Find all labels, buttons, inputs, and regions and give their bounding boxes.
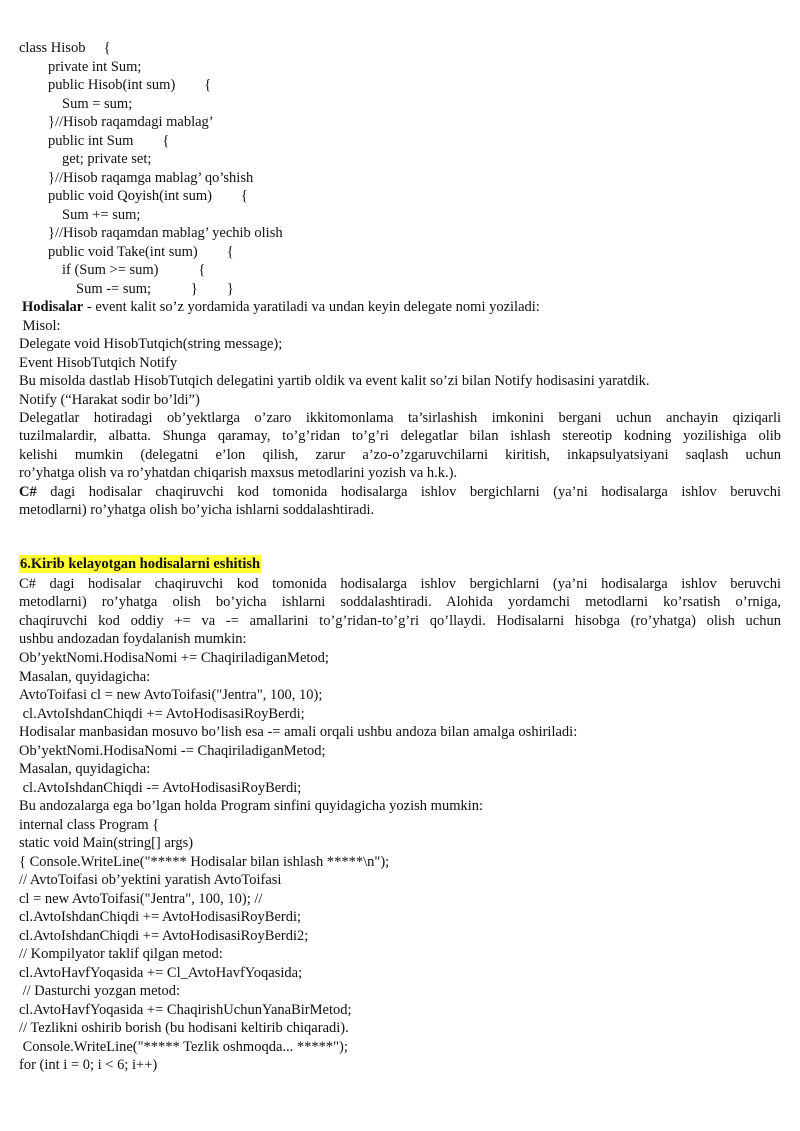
csharp-paragraph [19,483,781,520]
paragraph-line: metodlarni) ro’yhatga olish bo’yicha ishlarni soddalashtiradi. Alohida yordamchi metodlarni ko’rsatish o’rniga, [19,594,781,611]
code-line: cl.AvtoIshdanChiqdi += AvtoHodisasiRoyBerdi; [19,706,305,722]
code-line: }//Hisob raqamga mablag’ qo’shish [48,170,254,186]
code-line: // Kompilyator taklif qilgan metod: [19,946,223,962]
paragraph-line: kelishi mumkin (delegatni e’lon qilish, zarur a’zo-o’zgaruvchilarni kiritish, inkapsulyatsiyani saqlash uchun [19,446,781,463]
code-line: }//Hisob raqamdagi mablag’ [48,114,214,130]
code-line: cl = new AvtoToifasi("Jentra", 100, 10); // [19,891,263,907]
code-line: get; private set; [62,151,152,167]
definition-text: - event kalit so’z yordamida yaratiladi va undan keyin delegate nomi yoziladi: [83,299,540,315]
code-line: AvtoToifasi cl = new AvtoToifasi("Jentra", 100, 10); [19,687,323,703]
paragraph-line: ushbu andozadan foydalanish mumkin: [19,631,247,648]
text-line: Bu andozalarga ega bo’lgan holda Program sinfini quyidagicha yozish mumkin: [19,798,484,814]
csharp-paragraph-2 [19,575,781,649]
code-line: cl.AvtoIshdanChiqdi += AvtoHodisasiRoyBerdi; [19,909,302,925]
delegatlar-paragraph [19,409,781,483]
code-line: for (int i = 0; i < 6; i++) [19,1057,158,1073]
paragraph-line: metodlarni) ro’yhatga olish bo’yicha ishlarni soddalashtiradi. [19,502,375,519]
code-line: cl.AvtoIshdanChiqdi -= AvtoHodisasiRoyBerdi; [19,780,302,796]
code-line: Masalan, quyidagicha: [19,761,151,777]
code-line: { Console.WriteLine("***** Hodisalar bilan ishlash *****\n"); [19,854,390,870]
code-line: public Hisob(int sum) { [48,77,212,93]
code-line: }//Hisob raqamdan mablag’ yechib olish [48,225,283,241]
code-line: cl.AvtoHavfYoqasida += ChaqirishUchunYanaBirMetod; [19,1002,352,1018]
code-line: Sum = sum; [62,96,133,112]
code-line: cl.AvtoHavfYoqasida += Cl_AvtoHavfYoqasida; [19,965,303,981]
code-line: public void Take(int sum) { [48,244,234,260]
code-line: // Dasturchi yozgan metod: [19,983,181,999]
paragraph-line: C# dagi hodisalar chaqiruvchi kod tomonida hodisalarga ishlov bergichlarni (ya’ni hodisalarga ishlov beruvchi [19,576,781,592]
code-line: Delegate void HisobTutqich(string message); [19,336,283,352]
code-line: Ob’yektNomi.HodisaNomi -= ChaqiriladiganMetod; [19,743,326,759]
paragraph-line: tuzilmalardir, albatta. Shunga qaramay, to’g’ridan to’g’ri delegatlar bilan ishlash stereotip kodning yozilishiga olib [19,428,781,445]
term-bold: Hodisalar [22,299,84,315]
code-line: if (Sum >= sum) { [62,262,206,278]
misol-label: Misol: [19,318,61,334]
code-line: Sum -= sum; } } [76,281,234,297]
text-line: Bu misolda dastlab HisobTutqich delegatini yartib oldik va event kalit so’zi bilan Notify hodisasini yaratdik. [19,373,650,389]
code-line: // AvtoToifasi ob’yektini yaratish AvtoToifasi [19,872,282,888]
code-line: public void Qoyish(int sum) { [48,188,248,204]
code-line: internal class Program { [19,817,160,833]
code-line: // Tezlikni oshirib borish (bu hodisani keltirib chiqaradi). [19,1020,349,1036]
paragraph-text: dagi hodisalar chaqiruvchi kod tomonida hodisalarga ishlov bergichlarni (ya’ni hodisalarga ishlov beruvchi [36,484,781,500]
text-line: Hodisalar manbasidan mosuvo bo’lish esa -= amali orqali ushbu andoza bilan amalga oshiriladi: [19,724,578,740]
paragraph-line: chaqiruvchi kod oddiy += va -= amallarini to’g’ridan-to’g’ri qo’llaydi. Hodisalarni hisobga (ro’yhatga) olish uchun [19,612,781,629]
code-line: private int Sum; [48,59,142,75]
code-line: Ob’yektNomi.HodisaNomi += ChaqiriladiganMetod; [19,650,329,666]
code-line: Masalan, quyidagicha: [19,669,151,685]
csharp-bold: C# [19,484,37,500]
section-heading: 6.Kirib kelayotgan hodisalarni eshitish [20,556,261,572]
code-line: Notify (“Harakat sodir bo’ldi”) [19,392,200,408]
code-line: class Hisob { [19,40,111,56]
paragraph-line: ro’yhatga olish va ro’yhatdan chiqarish maxsus metodlarini yozish va h.k.). [19,465,458,482]
paragraph-line [19,483,781,501]
definition-paragraph [22,298,540,316]
paragraph-line: Delegatlar hotiradagi ob’yektlarga o’zaro ikkitomonlama ta’sirlashish imkonini bergani uchun anchayin qiziqarli [19,410,781,426]
code-line: Event HisobTutqich Notify [19,355,178,371]
code-line: static void Main(string[] args) [19,835,194,851]
code-line: Console.WriteLine("***** Tezlik oshmoqda... *****"); [19,1039,348,1055]
code-line: Sum += sum; [62,207,141,223]
code-line: public int Sum { [48,133,170,149]
code-line: cl.AvtoIshdanChiqdi += AvtoHodisasiRoyBerdi2; [19,928,309,944]
